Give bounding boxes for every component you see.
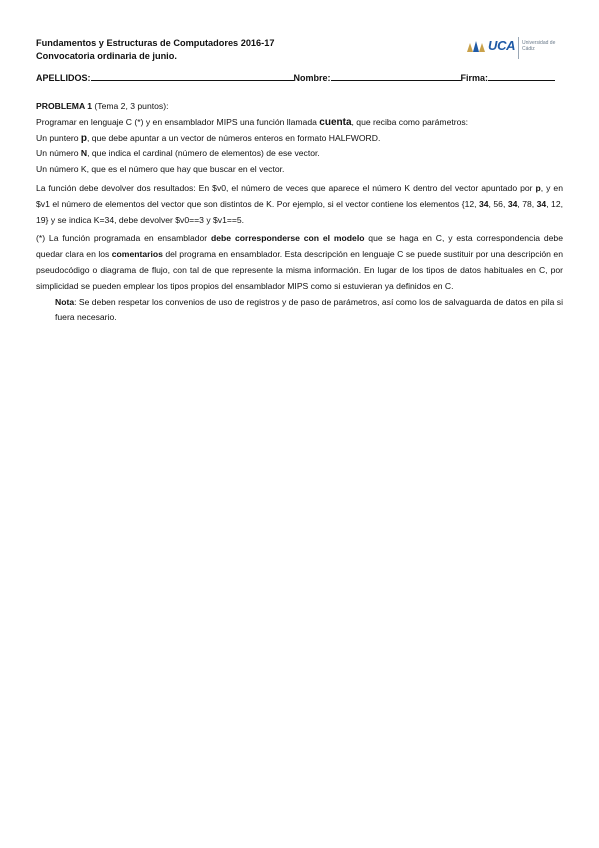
nota-label: Nota [55, 296, 75, 307]
note-emphasis-model: debe corresponderse con el modelo [211, 233, 365, 244]
firma-field[interactable] [488, 71, 555, 81]
note-emphasis-comments: comentarios [111, 249, 163, 260]
apellidos-field[interactable] [91, 71, 294, 81]
result-value-34: 34 [536, 198, 547, 209]
logo-wordmark: UCA [488, 38, 516, 53]
result-value-34: 34 [478, 198, 489, 209]
problem-points: (Tema 2, 3 puntos): [94, 101, 169, 111]
nombre-label: Nombre: [293, 73, 331, 83]
result-paragraph [36, 181, 563, 228]
exam-header [36, 37, 274, 63]
function-name: cuenta [319, 116, 352, 128]
firma-label: Firma: [460, 73, 489, 83]
param-n-text: Un número [36, 148, 81, 159]
result-text-d: , 78, [517, 198, 537, 209]
result-text-e: , 12, 19} y se indica K=34, debe devolver $v0==3 y $v1==5. [36, 198, 563, 225]
problem-heading [36, 99, 563, 115]
note-text-a: (*) La función programada en ensamblador [36, 233, 212, 244]
param-p-desc: , que debe apuntar a un vector de números enteros en formato HALFWORD. [87, 132, 381, 143]
nombre-field[interactable] [331, 71, 461, 81]
note-text-b: que se haga en C, y esta correspondencia debe quedar clara en los [36, 233, 563, 260]
intro-text-end: , que reciba como parámetros: [351, 116, 469, 127]
uca-emblem-icon [466, 40, 486, 54]
param-n [36, 146, 563, 162]
result-text-b: , y en $v1 el número de elementos del vector que son distintos de K. Por ejemplo, si el vector contiene los elementos {12, [36, 182, 563, 209]
logo-tagline: Universidad de Cádiz [522, 40, 556, 52]
logo-divider [518, 37, 519, 59]
course-title: Fundamentos y Estructuras de Computadores 2016-17 [36, 38, 275, 48]
result-var-p: p [535, 182, 541, 193]
result-text-a: La función debe devolver dos resultados: En $v0, el número de veces que aparece el número K dentro del vector apuntado por [36, 182, 536, 193]
param-p-var: p [80, 132, 88, 144]
param-k: Un número K, que es el número que hay que buscar en el vector. [36, 164, 285, 175]
nota-paragraph [36, 295, 563, 327]
problem-title: PROBLEMA 1 [36, 101, 93, 111]
problem-body [36, 99, 563, 326]
param-n-var: N [80, 148, 88, 159]
apellidos-label: APELLIDOS: [36, 73, 91, 83]
result-text-c: , 56, [488, 198, 508, 209]
note-text-c: del programa en ensamblador. Esta descripción en lenguaje C se puede sustituir por una descripción en pseudocódigo o diagrama de flujo, con tal de que represente la misma información. En lugar de los tipos de datos habituales en C, por simplicidad se pueden emplear los tipos propios del ensamblador MIPS como si estuvieran ya definidos en C. [36, 249, 563, 291]
param-p-text: Un puntero [36, 132, 81, 143]
result-value-34: 34 [507, 198, 518, 209]
university-logo [466, 34, 562, 64]
exam-session: Convocatoria ordinaria de junio. [36, 51, 177, 61]
param-n-desc: , que indica el cardinal (número de elementos) de ese vector. [87, 148, 320, 159]
param-p [36, 131, 563, 147]
intro-text: Programar en lenguaje C (*) y en ensamblador MIPS una función llamada [36, 116, 320, 127]
nota-text: : Se deben respetar los convenios de uso de registros y de paso de parámetros, así como los de salvaguarda de datos en pila si fuera necesario. [55, 296, 563, 323]
problem-intro [36, 115, 563, 131]
note-paragraph [36, 231, 563, 294]
student-fields [36, 71, 555, 83]
